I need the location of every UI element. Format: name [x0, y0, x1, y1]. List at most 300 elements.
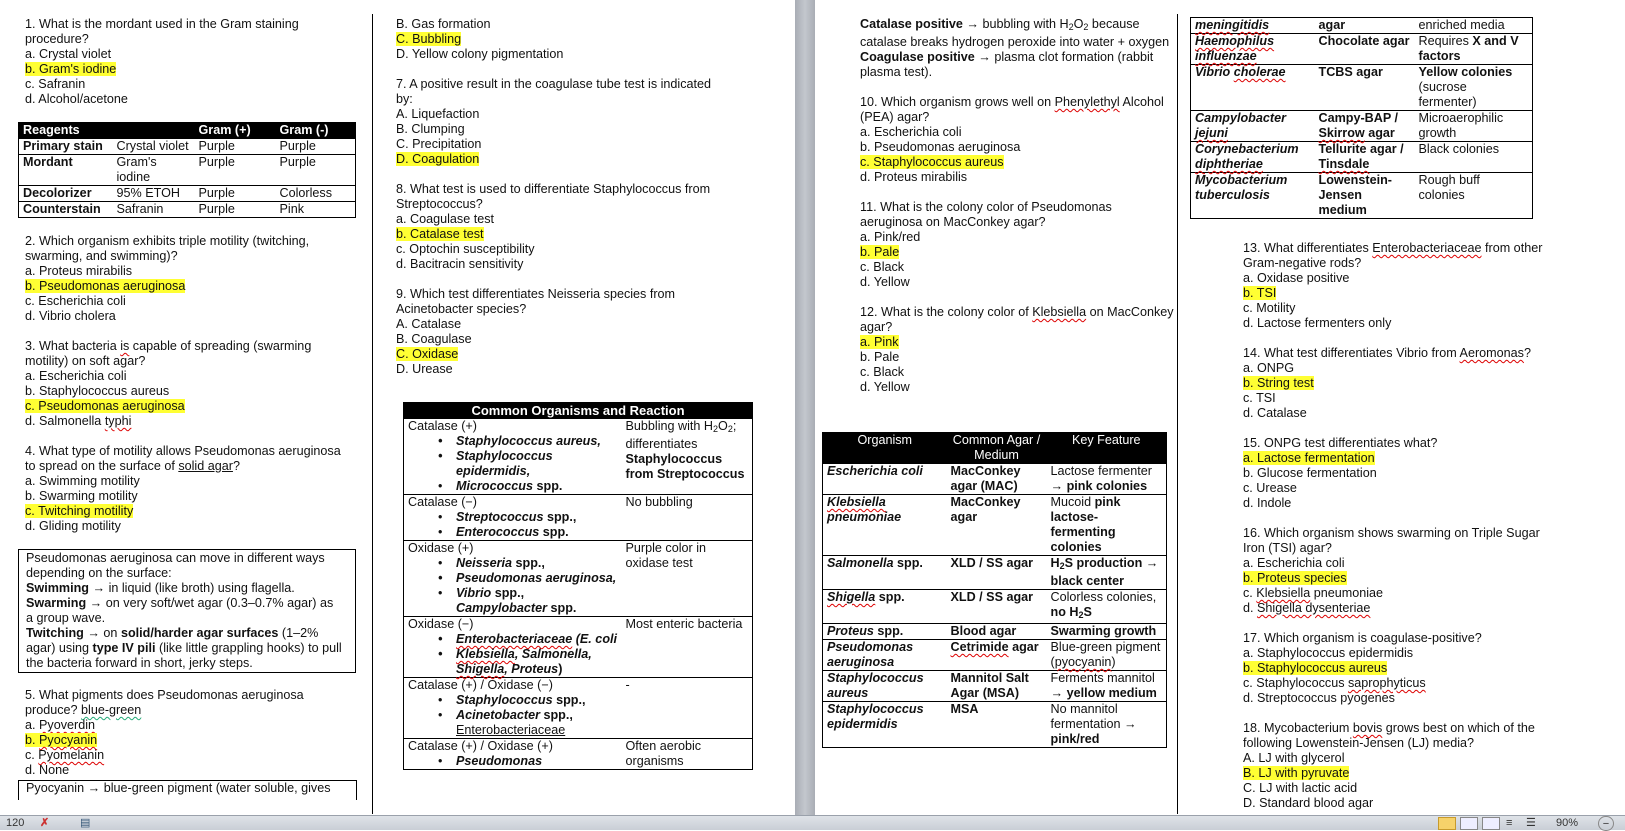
- question-12: [860, 305, 1200, 395]
- table-row: [404, 495, 753, 541]
- feature-cell: Microaerophilic growth: [1418, 111, 1504, 140]
- question-17: [1243, 631, 1623, 706]
- text-fragment: , Proteus: [504, 662, 559, 676]
- table-row: [1191, 18, 1533, 34]
- agar-cell: MSA: [950, 702, 979, 716]
- cell: Gram's iodine: [116, 155, 157, 184]
- text-fragment: O: [1073, 17, 1084, 31]
- cell: Purple: [198, 186, 235, 200]
- text-fragment: b. String test: [1243, 376, 1314, 390]
- option-c-answer: [396, 32, 736, 47]
- question-stem: swarming, and swimming)?: [25, 249, 178, 263]
- agar-cell: [1315, 111, 1415, 142]
- web-layout-view-button[interactable]: [1482, 817, 1500, 830]
- text-fragment: Yellow colonies: [1418, 65, 1513, 79]
- note-line: a group wave.: [26, 611, 106, 625]
- option-d: D. Yellow colony pigmentation: [396, 47, 564, 61]
- cell: Decolorizer: [23, 186, 92, 200]
- question-stem: [25, 459, 365, 474]
- option-d: d. Lactose fermenters only: [1243, 316, 1392, 330]
- header-cell: Key Feature: [1071, 433, 1141, 447]
- organism-cell: Mycobacterium tuberculosis: [1195, 173, 1288, 202]
- option-d: D. Urease: [396, 362, 453, 376]
- option-d: d. Proteus mirabilis: [860, 170, 968, 184]
- option-c-answer: [25, 399, 365, 414]
- question-stem: agar?: [860, 320, 893, 334]
- question-stem: [860, 95, 1200, 110]
- option-b: b. Swarming motility: [25, 489, 138, 503]
- text-fragment: Proteus: [827, 624, 874, 638]
- text-fragment: agar) using: [26, 641, 93, 655]
- option-b-answer: [1243, 376, 1623, 391]
- organism-cell: Haemophilus influenzae: [1195, 34, 1275, 63]
- text-fragment: Shigella dysenteriae: [1257, 601, 1371, 615]
- text-fragment: cholerae: [1233, 65, 1286, 79]
- text-fragment: typhi: [104, 414, 132, 428]
- cell: Often aerobic organisms: [625, 739, 702, 768]
- text-fragment: pink lactose-fermenting colonies: [1050, 495, 1121, 554]
- list-item: [438, 434, 618, 449]
- bullet-list: [438, 754, 618, 769]
- organism-cell: [823, 624, 947, 640]
- note-line: [26, 626, 348, 641]
- organism-cell: Escherichia coli: [827, 464, 923, 478]
- option-a: a. Swimming motility: [25, 474, 140, 488]
- cell: [404, 678, 622, 739]
- header-cell: [113, 123, 195, 139]
- text-fragment: 18. Mycobacterium: [1243, 721, 1353, 735]
- text-fragment: Tinsdale: [1318, 157, 1370, 171]
- bullet-list: [438, 632, 618, 677]
- option-a: a. Crystal violet: [25, 47, 112, 61]
- text-fragment: ,: [612, 571, 617, 585]
- text-fragment: spp.: [873, 624, 904, 638]
- option-d: d. Yellow: [860, 275, 910, 289]
- text-fragment: Klebsiella: [827, 495, 886, 509]
- text-fragment: C. Bubbling: [396, 32, 462, 46]
- table-row: [19, 139, 356, 155]
- feature-cell: [1047, 671, 1167, 702]
- feature-cell: [1047, 495, 1167, 556]
- question-stem: Iron (TSI) agar?: [1243, 541, 1332, 555]
- question-stem: (PEA) agar?: [860, 110, 930, 124]
- text-fragment: b. Proteus species: [1243, 571, 1347, 585]
- agar-cell: MacConkey agar: [950, 495, 1021, 524]
- text-fragment: H: [1050, 556, 1060, 570]
- list-item: [438, 556, 618, 571]
- table-row: [823, 464, 1167, 495]
- option-a: a. ONPG: [1243, 361, 1295, 375]
- text-fragment: → in liquid (like broth) using flagella.: [88, 581, 295, 595]
- left-column-1: [25, 17, 365, 793]
- question-10: [860, 95, 1200, 185]
- text-fragment: Pyocyanin → blue-green pigment (water soluble, gives: [26, 781, 331, 795]
- left-column-2: [396, 17, 736, 392]
- text-fragment: a. Pink: [860, 335, 899, 349]
- organism-cell: [1191, 142, 1315, 173]
- bullet-list: [438, 556, 618, 616]
- option-a: a. Escherichia coli: [860, 125, 962, 139]
- text-fragment: → on very soft/wet agar (0.3–0.7% agar) as: [86, 596, 334, 610]
- text-fragment: ?: [1523, 346, 1531, 360]
- text-fragment: spp.: [875, 590, 905, 604]
- cell: [404, 541, 622, 617]
- agar-cell: XLD / SS agar: [950, 590, 1034, 604]
- table-row: [823, 495, 1167, 556]
- text-fragment: Twitching: [26, 626, 84, 640]
- table-header-row: [404, 403, 753, 419]
- text-fragment: Klebsiella: [1032, 305, 1087, 319]
- bullet-list: [438, 693, 618, 738]
- feature-cell: [1047, 640, 1167, 671]
- option-a: a. Staphylococcus epidermidis: [1243, 646, 1414, 660]
- organism-cell: Staphylococcus epidermidis: [827, 702, 924, 731]
- text-fragment: Campylobacter: [1195, 111, 1286, 125]
- cell: -: [625, 678, 630, 692]
- feature-cell: Swarming growth: [1050, 624, 1157, 638]
- text-fragment: (1–2%: [278, 626, 319, 640]
- text-fragment: 2: [713, 424, 719, 434]
- option-a: [25, 718, 365, 733]
- option-b-answer: [1243, 286, 1623, 301]
- right-column-1: [860, 17, 1200, 410]
- option-a: a. Escherichia coli: [25, 369, 127, 383]
- text-fragment: Bubbling with H: [625, 419, 714, 433]
- text-fragment: Campylobacter: [456, 601, 547, 615]
- header-cell: Reagents: [23, 123, 80, 137]
- cell: Purple: [279, 155, 316, 169]
- text-fragment: spp.,: [552, 693, 586, 707]
- table-row: [404, 541, 753, 617]
- organism-cell: Pseudomonas aeruginosa: [827, 640, 914, 669]
- question-stem: [25, 703, 365, 718]
- agar-cell: TCBS agar: [1318, 65, 1383, 79]
- status-bar: [0, 815, 1625, 830]
- option-b: B. Coagulase: [396, 332, 472, 346]
- text-fragment: Colorless colonies,: [1050, 590, 1157, 604]
- feature-cell: [1047, 702, 1167, 748]
- text-fragment: Mucoid: [1050, 495, 1095, 509]
- text-fragment: because: [1088, 17, 1140, 31]
- option-d-answer: [396, 152, 736, 167]
- table-row: [19, 186, 356, 202]
- cell: Purple color in oxidase test: [625, 541, 707, 570]
- text-fragment: Campy-BAP /: [1318, 111, 1399, 125]
- table-row: [404, 419, 753, 495]
- full-screen-reading-view-button[interactable]: [1460, 817, 1478, 830]
- option-d: d. Catalase: [1243, 406, 1307, 420]
- column-divider: [1177, 14, 1178, 814]
- feature-cell: [1047, 556, 1167, 590]
- text-fragment: c. Pseudomonas aeruginosa: [25, 399, 185, 413]
- note: Staphylococcus from Streptococcus: [625, 452, 745, 481]
- option-a: A. Liquefaction: [396, 107, 480, 121]
- cell: Purple: [198, 155, 235, 169]
- text-fragment: a.: [25, 718, 40, 732]
- question-stem: by:: [396, 92, 413, 106]
- option-c: c. Urease: [1243, 481, 1297, 495]
- text-fragment: b. TSI: [1243, 286, 1277, 300]
- text-fragment: Enterococcus: [456, 525, 540, 539]
- text-fragment: 13. What differentiates: [1243, 241, 1373, 255]
- draft-view-button[interactable]: ☰: [1526, 817, 1536, 829]
- option-b: b. Pseudomonas aeruginosa: [860, 140, 1021, 154]
- text-fragment: spp.: [547, 601, 577, 615]
- option-a: A. Catalase: [396, 317, 462, 331]
- text-fragment: agar: [1364, 126, 1395, 140]
- text-fragment: 2: [1059, 561, 1065, 571]
- option-c: [25, 748, 365, 763]
- note-line: Pseudomonas aeruginosa can move in different ways: [26, 551, 325, 565]
- option-c: c. Escherichia coli: [25, 294, 126, 308]
- print-layout-view-button[interactable]: [1438, 817, 1456, 830]
- option-b: b. Glucose fermentation: [1243, 466, 1377, 480]
- question-11: [860, 200, 1200, 290]
- row-heading: Catalase (+): [408, 419, 477, 433]
- option-c: c. Optochin susceptibility: [396, 242, 535, 256]
- question-stem: 5. What pigments does Pseudomonas aeruginosa: [25, 688, 304, 702]
- row-heading: Catalase (−): [408, 495, 477, 509]
- text-fragment: Staphylococcus epidermidis: [456, 449, 553, 478]
- option-b: b. Pale: [860, 350, 900, 364]
- question-stem: 9. Which test differentiates Neisseria species from: [396, 287, 676, 301]
- note-line: the bacteria forward in short, jerky steps.: [26, 656, 253, 670]
- text-fragment: Klebsiella: [456, 647, 515, 661]
- question-stem: [1243, 241, 1623, 256]
- option-b-answer: [25, 279, 365, 294]
- right-page: [815, 0, 1625, 815]
- question-stem: 17. Which organism is coagulase-positive?: [1243, 631, 1482, 645]
- table-row: [1191, 111, 1533, 142]
- agar-table-continued: [1190, 17, 1533, 219]
- option-b: B. Gas formation: [396, 17, 491, 31]
- text-fragment: O: [718, 419, 728, 433]
- text-fragment: S production → black center: [1050, 556, 1159, 588]
- table-header-row: [823, 433, 1167, 464]
- text-fragment: d. Salmonella: [25, 414, 105, 428]
- question-8: [396, 182, 736, 272]
- text-fragment: Salmonella: [827, 556, 894, 570]
- option-c: c. Motility: [1243, 301, 1296, 315]
- text-fragment: Corynebacterium: [1195, 142, 1299, 156]
- text-fragment: ,: [526, 464, 531, 478]
- option-b-answer: [1243, 661, 1623, 676]
- agar-cell: Mannitol Salt Agar (MSA): [950, 671, 1029, 700]
- question-18: [1243, 721, 1623, 811]
- option-b-answer: [1243, 766, 1623, 781]
- text-fragment: Ferments mannitol →: [1050, 671, 1155, 700]
- option-d: d. Alcohol/acetone: [25, 92, 128, 106]
- question-stem: [1243, 346, 1623, 361]
- option-c: c. Black: [860, 365, 905, 379]
- cell: Most enteric bacteria: [625, 617, 743, 631]
- table-header-row: [19, 123, 356, 139]
- question-stem: 11. What is the colony color of Pseudomonas: [860, 200, 1112, 214]
- text-fragment: Swarming: [26, 596, 87, 610]
- question-stem: motility) on soft agar?: [25, 354, 146, 368]
- text-fragment: Neisseria: [456, 556, 513, 570]
- agar-cell: MacConkey agar (MAC): [950, 464, 1021, 493]
- organism-cell: [1191, 65, 1315, 111]
- header-cell: Common Agar / Medium: [952, 433, 1041, 462]
- cell: Colorless: [279, 186, 332, 200]
- text-fragment: → on: [83, 626, 121, 640]
- text-fragment: b. Catalase test: [396, 227, 484, 241]
- text-fragment: jejuni: [1195, 126, 1228, 140]
- text-fragment: Pyoverdin: [39, 718, 96, 732]
- table-row: [823, 640, 1167, 671]
- reaction-table: [403, 402, 753, 770]
- cell: Safranin: [116, 202, 164, 216]
- question-stem: [860, 305, 1200, 320]
- header-cell: Gram (-): [279, 123, 329, 137]
- question-2: [25, 234, 365, 324]
- option-a-answer: [1243, 451, 1623, 466]
- option-d: d. Yellow: [860, 380, 910, 394]
- option-c-answer: [25, 504, 365, 519]
- list-item: [438, 479, 618, 494]
- feature-cell: Black colonies: [1418, 142, 1500, 156]
- question-13: [1243, 241, 1623, 331]
- list-item: [438, 754, 618, 769]
- text-fragment: , Salmonella,: [514, 647, 592, 661]
- text-fragment: Acinetobacter: [456, 708, 540, 722]
- cell: Purple: [198, 139, 235, 153]
- outline-view-button[interactable]: ≡: [1506, 817, 1513, 829]
- question-stem: Acinetobacter species?: [396, 302, 527, 316]
- question-14: [1243, 346, 1623, 421]
- note-line: [860, 17, 1200, 35]
- pyocyanin-note-box: [18, 780, 357, 800]
- question-stem: following Lowenstein-Jensen (LJ) media?: [1243, 736, 1475, 750]
- option-c: c. Black: [860, 260, 905, 274]
- note-line: plasma test).: [860, 65, 933, 79]
- text-fragment: 2: [727, 424, 733, 434]
- question-stem: [25, 339, 365, 354]
- text-fragment: solid agar: [178, 459, 233, 473]
- text-fragment: → plasma clot formation (rabbit: [974, 50, 1154, 64]
- option-c-answer: [860, 155, 1200, 170]
- text-fragment: spp.,: [491, 586, 525, 600]
- table-row: [404, 678, 753, 739]
- table-row: [823, 624, 1167, 640]
- text-fragment: pneumoniae: [827, 510, 902, 524]
- option-a: a. Pink/red: [860, 230, 921, 244]
- motility-note-box: [18, 549, 356, 673]
- text-fragment: D. Coagulation: [396, 152, 480, 166]
- text-fragment: solid/harder agar surfaces: [120, 626, 279, 640]
- proofing-error-icon[interactable]: ✗: [40, 817, 50, 829]
- question-stem: 2. Which organism exhibits triple motility (twitching,: [25, 234, 310, 248]
- text-fragment: Klebsiella: [1256, 586, 1311, 600]
- list-item: [438, 708, 618, 738]
- text-fragment: b. Pseudomonas aeruginosa: [25, 279, 186, 293]
- feature-cell: Rough buff colonies: [1418, 173, 1480, 202]
- macro-record-icon[interactable]: ▤: [80, 817, 91, 829]
- text-fragment: c.: [1243, 586, 1257, 600]
- organism-cell: [1191, 111, 1315, 142]
- text-fragment: no H: [1050, 605, 1079, 619]
- option-a-answer: [860, 335, 1200, 350]
- option-b: b. Staphylococcus aureus: [25, 384, 170, 398]
- zoom-level[interactable]: 90%: [1556, 817, 1579, 829]
- text-fragment: Enterobacteriaceae: [456, 632, 573, 646]
- text-fragment: Staphylococcus: [456, 693, 553, 707]
- text-fragment: No mannitol fermentation →: [1050, 702, 1137, 731]
- text-fragment: Pyomelanin: [38, 748, 105, 762]
- text-fragment: Catalase positive: [860, 17, 963, 31]
- question-4: [25, 444, 365, 534]
- agar-cell: Blood agar: [950, 624, 1017, 638]
- agar-cell: [947, 640, 1047, 671]
- question-15: [1243, 436, 1623, 511]
- page-number: 120: [6, 817, 25, 829]
- question-stem: Gram-negative rods?: [1243, 256, 1362, 270]
- right-column-2: [1243, 241, 1623, 815]
- row-heading: Oxidase (−): [408, 617, 474, 631]
- reagents-table: [18, 122, 356, 218]
- table-row: [1191, 142, 1533, 173]
- cell: Primary stain: [23, 139, 103, 153]
- text-fragment: pink/red: [1050, 732, 1100, 746]
- text-fragment: X and V factors: [1418, 34, 1519, 63]
- zoom-out-button[interactable]: −: [1598, 816, 1614, 831]
- text-fragment: → bubbling with H: [962, 17, 1069, 31]
- text-fragment: pyocyanin: [1054, 655, 1112, 669]
- text-fragment: Lactose fermenter →: [1050, 464, 1153, 493]
- text-fragment: (like little grappling hooks) to pull: [155, 641, 342, 655]
- text-fragment: Pseudomonas: [456, 754, 543, 768]
- text-fragment: from other: [1481, 241, 1543, 255]
- question-1: [25, 17, 365, 107]
- option-d: d. Indole: [1243, 496, 1292, 510]
- text-fragment: Streptococcus: [456, 510, 544, 524]
- text-fragment: spp.,: [512, 556, 545, 570]
- agar-cell: [1315, 142, 1415, 173]
- column-divider: [372, 14, 373, 814]
- text-fragment: agar: [1008, 640, 1039, 654]
- text-fragment: saprophyticus: [1348, 676, 1426, 690]
- note-line: [26, 596, 348, 611]
- text-fragment: ): [558, 662, 563, 676]
- cell: [404, 617, 622, 678]
- option-d: D. Standard blood agar: [1243, 796, 1374, 810]
- text-fragment: Phenylethyl: [1054, 95, 1120, 109]
- organism-cell: [823, 556, 947, 590]
- text-fragment: c. Staphylococcus: [1243, 676, 1348, 690]
- text-fragment: capable of spreading (swarming: [129, 339, 312, 353]
- text-fragment: b.: [25, 733, 40, 747]
- text-fragment: 2: [1068, 22, 1074, 32]
- text-fragment: is: [120, 339, 130, 353]
- question-stem: 7. A positive result in the coagulase tube test is indicated: [396, 77, 712, 91]
- table-title: Common Organisms and Reaction: [471, 403, 685, 418]
- text-fragment: pneumoniae: [1310, 586, 1384, 600]
- option-b: B. Clumping: [396, 122, 465, 136]
- text-fragment: Requires: [1418, 34, 1473, 48]
- text-fragment: 3. What bacteria: [25, 339, 121, 353]
- option-d: d. Vibrio cholera: [25, 309, 116, 323]
- option-c: [1243, 676, 1623, 691]
- text-fragment: 10. Which organism grows well on: [860, 95, 1055, 109]
- text-fragment: a. Lactose fermentation: [1243, 451, 1375, 465]
- text-fragment: Aeromonas: [1459, 346, 1524, 360]
- option-a: a. Oxidase positive: [1243, 271, 1350, 285]
- question-5: [25, 688, 365, 778]
- text-fragment: c. Staphylococcus aureus: [860, 155, 1004, 169]
- option-c: C. LJ with lactic acid: [1243, 781, 1358, 795]
- text-fragment: Pseudomonas aeruginosa: [456, 571, 613, 585]
